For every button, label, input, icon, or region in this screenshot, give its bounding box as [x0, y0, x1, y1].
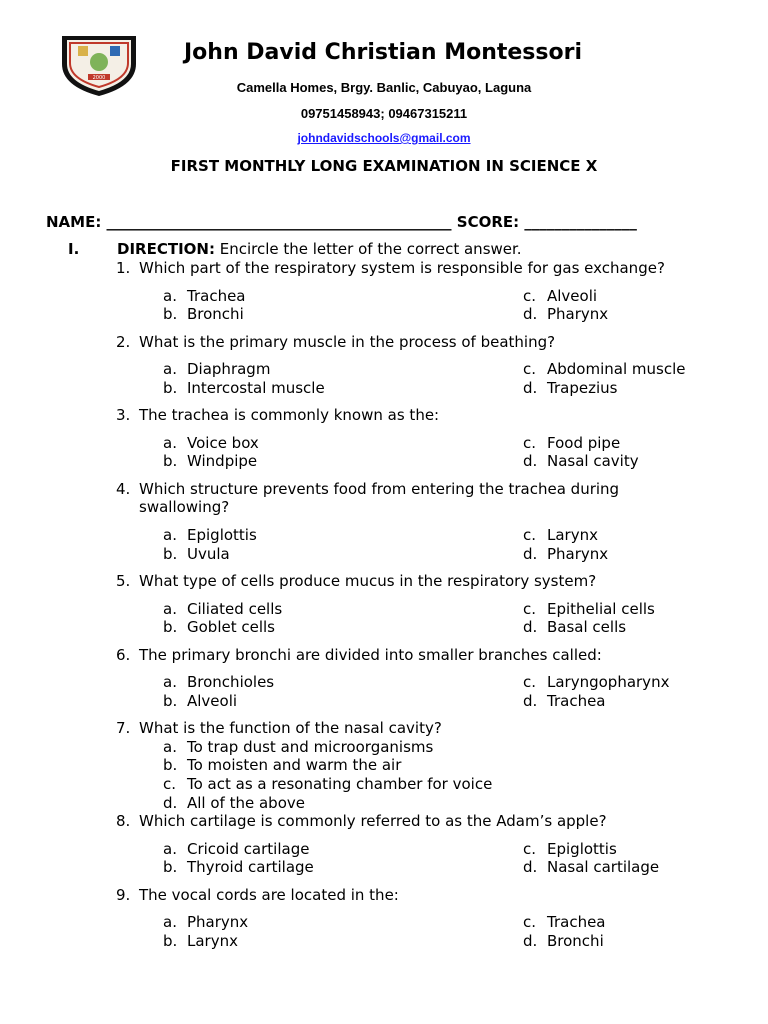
- question-list: [116, 259, 716, 959]
- option-c[interactable]: c. Larynx: [523, 525, 598, 544]
- question-text: Which part of the respiratory system is responsible for gas exchange?: [139, 259, 665, 277]
- question-number: 6.: [116, 645, 131, 664]
- direction-label: DIRECTION:: [117, 240, 215, 258]
- option-b[interactable]: b. Windpipe: [163, 452, 258, 471]
- option-d[interactable]: d. Nasal cavity: [523, 452, 639, 471]
- question-number: 1.: [116, 259, 131, 277]
- question-2: [116, 333, 716, 398]
- option-b[interactable]: b. Thyroid cartilage: [163, 858, 314, 877]
- option-d[interactable]: d. Bronchi: [523, 931, 604, 950]
- question-number: 9.: [116, 885, 131, 904]
- school-name: John David Christian Montessori: [184, 40, 582, 65]
- name-score-line: NAME: ______________________________________________ SCORE: _______________: [46, 213, 637, 231]
- option-c[interactable]: c. Food pipe: [523, 433, 621, 452]
- question-8: [116, 812, 716, 877]
- direction-text: Encircle the letter of the correct answer.: [214, 240, 522, 258]
- question-3: [116, 406, 716, 471]
- question-number: 4.: [116, 479, 131, 498]
- option-c[interactable]: c. Laryngopharynx: [523, 673, 670, 692]
- option-a[interactable]: a. Pharynx: [163, 913, 249, 932]
- question-text: Which cartilage is commonly referred to as the Adam’s apple?: [139, 812, 607, 831]
- question-9: [116, 886, 716, 951]
- option-d[interactable]: d. Trachea: [523, 691, 606, 710]
- question-text: The vocal cords are located in the:: [139, 885, 399, 904]
- question-1: [116, 259, 716, 324]
- option-b[interactable]: b. Bronchi: [163, 305, 244, 324]
- question-number: 8.: [116, 812, 131, 831]
- option-c[interactable]: c. To act as a resonating chamber for voice: [163, 774, 493, 793]
- question-number: 7.: [116, 719, 131, 738]
- option-d[interactable]: d. Basal cells: [523, 618, 627, 637]
- question-text: Which structure prevents food from entering the trachea during swallowing?: [139, 479, 620, 517]
- question-number: 5.: [116, 571, 131, 590]
- question-number: 3.: [116, 406, 131, 425]
- option-c[interactable]: c. Abdominal muscle: [523, 360, 686, 379]
- section-number: I.: [68, 240, 80, 258]
- school-email-link[interactable]: johndavidschools@gmail.com: [297, 131, 471, 145]
- question-6: [116, 646, 716, 711]
- option-b[interactable]: b. To moisten and warm the air: [163, 756, 402, 775]
- option-b[interactable]: b. Intercostal muscle: [163, 378, 325, 397]
- option-d[interactable]: d. All of the above: [163, 793, 305, 812]
- option-c[interactable]: c. Epiglottis: [523, 839, 617, 858]
- option-b[interactable]: b. Goblet cells: [163, 618, 275, 637]
- option-a[interactable]: a. Diaphragm: [163, 360, 271, 379]
- option-a[interactable]: a. To trap dust and microorganisms: [163, 737, 434, 756]
- question-text: What is the primary muscle in the process of beathing?: [139, 332, 556, 351]
- option-a[interactable]: a. Ciliated cells: [163, 599, 283, 618]
- section-direction: [117, 240, 522, 258]
- option-d[interactable]: d. Pharynx: [523, 544, 609, 563]
- option-d[interactable]: d. Trapezius: [523, 378, 618, 397]
- option-d[interactable]: d. Nasal cartilage: [523, 858, 660, 877]
- question-5: [116, 572, 716, 637]
- school-address: Camella Homes, Brgy. Banlic, Cabuyao, Laguna: [236, 80, 532, 95]
- option-c[interactable]: c. Epithelial cells: [523, 599, 655, 618]
- option-a[interactable]: a. Bronchioles: [163, 673, 275, 692]
- option-a[interactable]: a. Voice box: [163, 433, 259, 452]
- question-number: 2.: [116, 332, 131, 351]
- exam-title: FIRST MONTHLY LONG EXAMINATION IN SCIENCE X: [170, 157, 598, 175]
- question-text: What is the function of the nasal cavity?: [139, 719, 442, 738]
- logo-text: 2000: [92, 75, 106, 81]
- question-text: The trachea is commonly known as the:: [139, 406, 440, 425]
- question-7: [116, 719, 716, 812]
- question-text: The primary bronchi are divided into smaller branches called:: [139, 645, 602, 664]
- question-text: What type of cells produce mucus in the respiratory system?: [139, 571, 597, 590]
- option-b[interactable]: b. Alveoli: [163, 691, 238, 710]
- option-a[interactable]: a. Trachea: [163, 286, 246, 305]
- question-4: [116, 480, 716, 563]
- school-phone: 09751458943; 09467315211: [300, 106, 468, 121]
- option-b[interactable]: b. Larynx: [163, 931, 238, 950]
- option-c[interactable]: c. Trachea: [523, 913, 606, 932]
- option-a[interactable]: a. Epiglottis: [163, 525, 257, 544]
- option-b[interactable]: b. Uvula: [163, 544, 230, 563]
- option-a[interactable]: a. Cricoid cartilage: [163, 839, 310, 858]
- option-d[interactable]: d. Pharynx: [523, 305, 609, 324]
- option-c[interactable]: c. Alveoli: [523, 286, 598, 305]
